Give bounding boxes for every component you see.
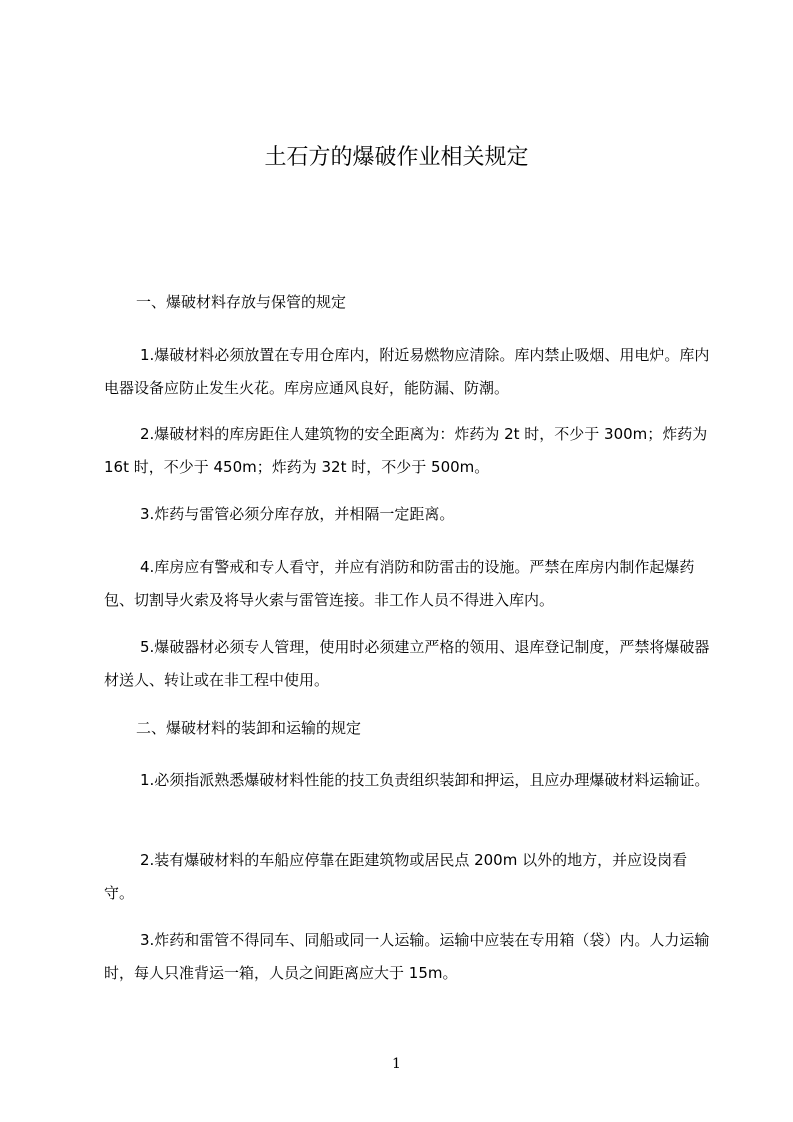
page-number: 1 (392, 1056, 401, 1072)
paragraph: 4.库房应有警戒和专人看守，并应有消防和防雷击的设施。严禁在库房内制作起爆药包、切割导火索及将导火索与雷管连接。非工作人员不得进入库内。 (104, 558, 695, 609)
paragraph: 3.炸药和雷管不得同车、同船或同一人运输。运输中应装在专用箱（袋）内。人力运输时，每人只准背运一箱，人员之间距离应大于 15m。 (104, 931, 710, 982)
paragraph: 1.爆破材料必须放置在专用仓库内，附近易燃物应清除。库内禁止吸烟、用电炉。库内电器设备应防止发生火花。库房应通风良好，能防漏、防潮。 (104, 346, 710, 397)
paragraph: 2.爆破材料的库房距住人建筑物的安全距离为：炸药为 2t 时，不少于 300m；炸药为 16t 时，不少于 450m；炸药为 32t 时，不少于 500m。 (104, 425, 708, 476)
page-title: 土石方的爆破作业相关规定 (264, 145, 529, 170)
paragraph: 5.爆破器材必须专人管理，使用时必须建立严格的领用、退库登记制度，严禁将爆破器材送人、转让或在非工程中使用。 (104, 638, 710, 689)
paragraph: 3.炸药与雷管必须分库存放，并相隔一定距离。 (140, 505, 455, 523)
paragraph: 2.装有爆破材料的车船应停靠在距建筑物或居民点 200m 以外的地方，并应设岗看守。 (104, 851, 688, 902)
section-heading: 二、爆破材料的装卸和运输的规定 (136, 719, 362, 737)
section-heading: 一、爆破材料存放与保管的规定 (136, 293, 347, 311)
paragraph: 1.必须指派熟悉爆破材料性能的技工负责组织装卸和押运，且应办理爆破材料运输证。 (140, 771, 710, 789)
